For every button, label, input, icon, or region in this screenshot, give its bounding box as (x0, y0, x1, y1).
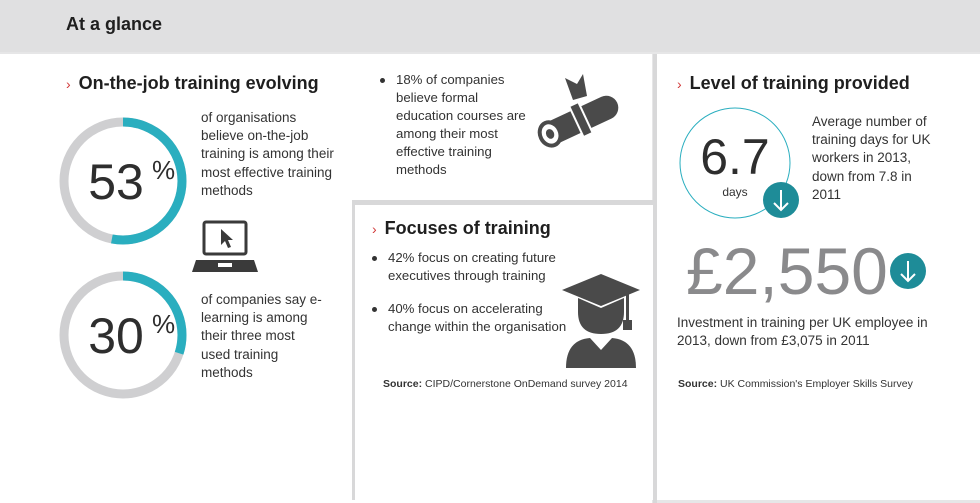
page-header (0, 0, 980, 52)
chevron-right-icon: › (372, 221, 377, 237)
stat1-text: of organisations believe on-the-job training is among their most effective training methods (201, 110, 334, 198)
diploma-scroll-icon (525, 70, 635, 158)
ring-53 (56, 114, 190, 248)
ring-30 (56, 268, 190, 402)
stat2-text: of companies say e-learning is among their three most used training methods (201, 292, 322, 380)
focus-bullet-2: 40% focus on accelerating change within the organisation (368, 300, 568, 336)
formal-courses-bullet: 18% of companies believe formal education courses are among their most effective training methods (376, 71, 526, 179)
chevron-right-icon: › (677, 76, 682, 92)
investment-text: Investment in training per UK employee in 2013, down from £3,075 in 2011 (677, 315, 928, 349)
focuses-list (368, 249, 568, 336)
chevron-right-icon: › (66, 76, 71, 92)
ring-53-value: 53 (88, 154, 144, 210)
investment-down-arrow (889, 252, 927, 290)
laptop-cursor-icon (192, 220, 258, 276)
focus-bullet-1: 42% focus on creating future executives through training (368, 249, 568, 285)
days-text: Average number of training days for UK workers in 2013, down from 7.8 in 2011 (812, 114, 931, 202)
ring-53-unit: % (152, 155, 176, 185)
ring-30-value: 30 (88, 308, 144, 364)
right-divider (653, 54, 657, 503)
ring-30-unit: % (152, 309, 176, 339)
days-circle (677, 106, 803, 224)
on-the-job-title: › On-the-job training evolving (66, 73, 319, 93)
level-source: Source: UK Commission's Employer Skills Survey (678, 378, 913, 390)
graduate-person-icon (560, 272, 642, 368)
page-title: At a glance (66, 14, 163, 34)
level-title: › Level of training provided (677, 73, 910, 93)
investment-value: £2,550 (686, 234, 888, 308)
days-value: 6.7 (700, 129, 770, 185)
days-unit: days (722, 185, 748, 199)
focuses-title: › Focuses of training (372, 218, 551, 238)
focuses-source: Source: CIPD/Cornerstone OnDemand survey 2014 (383, 378, 628, 390)
formal-courses-list (376, 71, 526, 179)
